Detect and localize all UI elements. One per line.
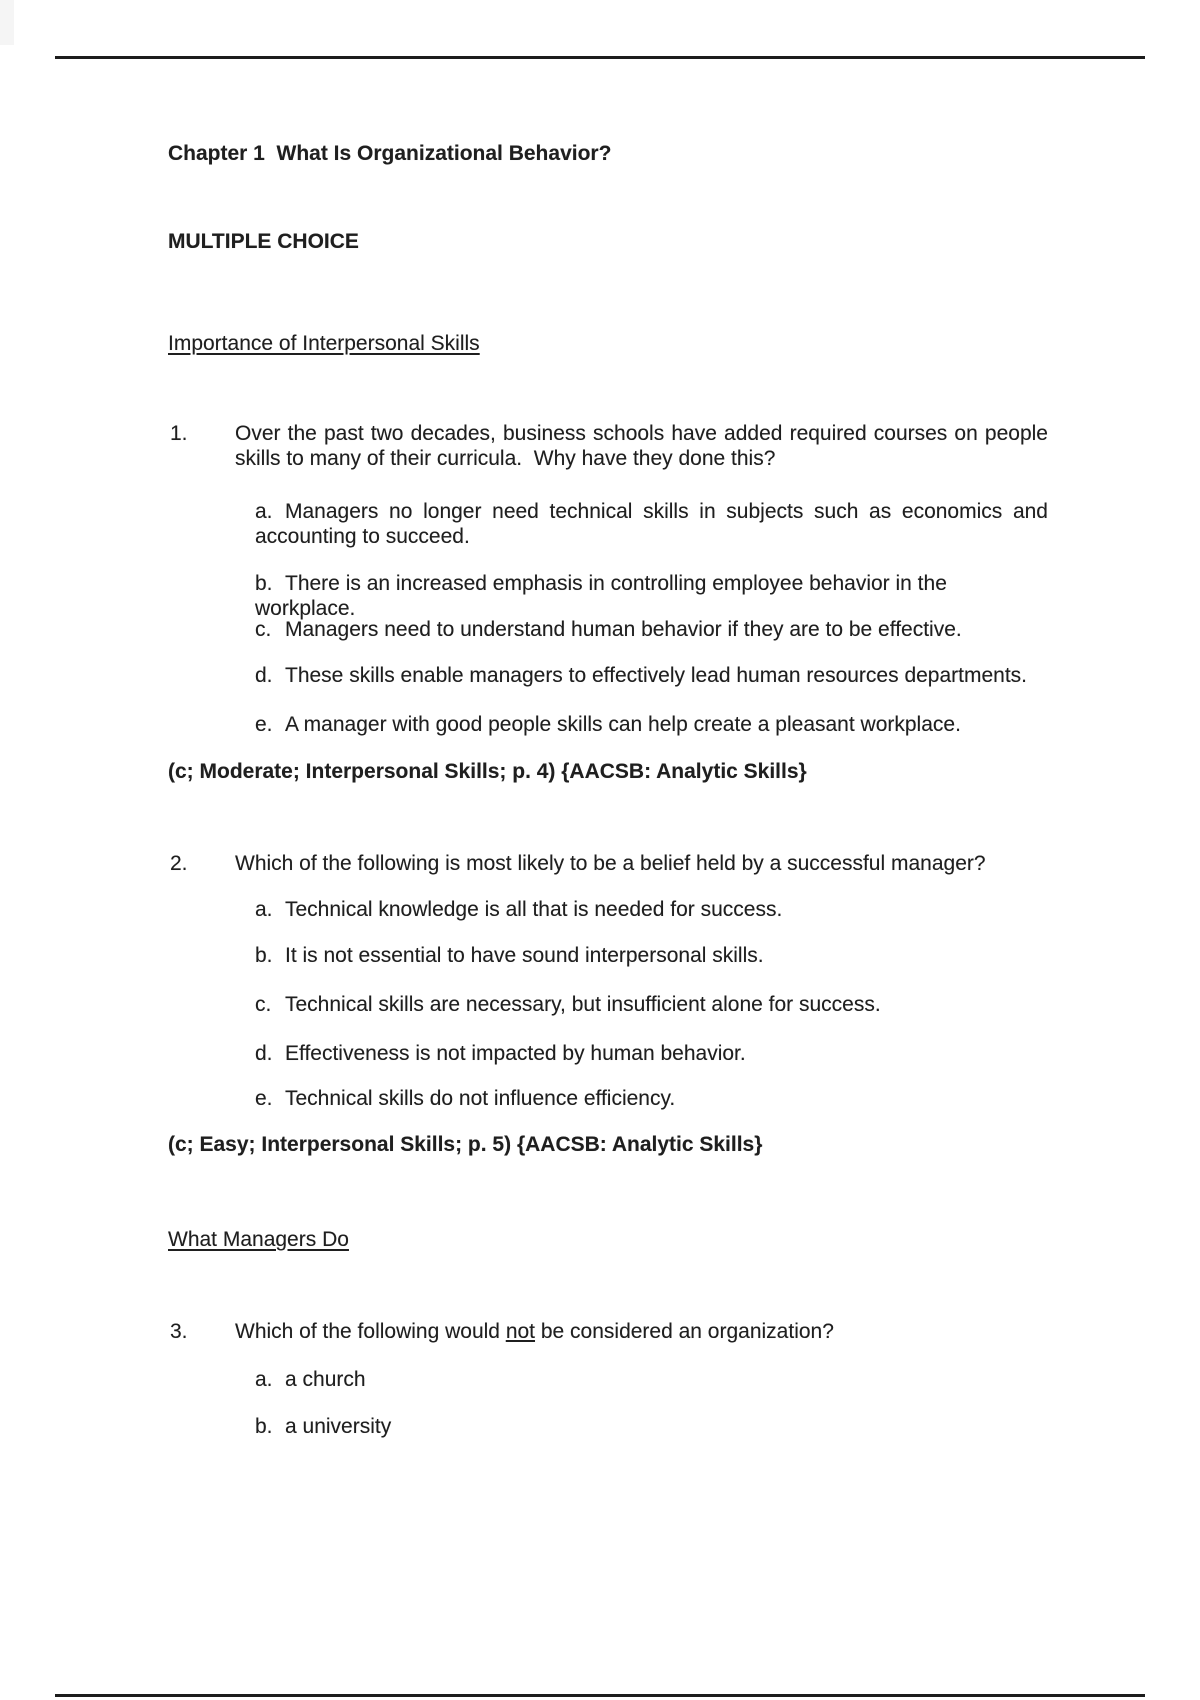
- question-2-answer-key: (c; Easy; Interpersonal Skills; p. 5) {AACSB: Analytic Skills}: [168, 1133, 763, 1156]
- option-letter: d.: [255, 664, 273, 687]
- page-content: [168, 0, 1048, 1700]
- option-letter: a.: [255, 898, 273, 921]
- option-letter: b.: [255, 1415, 273, 1438]
- option-letter: a.: [255, 500, 273, 523]
- option-text: Managers need to understand human behavior if they are to be effective.: [285, 618, 962, 641]
- option-text: Effectiveness is not impacted by human behavior.: [285, 1042, 746, 1065]
- topic-heading-what-managers-do: What Managers Do: [168, 1228, 349, 1251]
- question-3: [168, 1319, 1048, 1344]
- question-3-text-underlined: not: [505, 1320, 536, 1343]
- chapter-title: Chapter 1 What Is Organizational Behavior?: [168, 142, 612, 165]
- option-letter: b.: [255, 944, 273, 967]
- question-2: [168, 851, 1048, 876]
- question-1-text-line-1: Over the past two decades, business schools have added required courses on people: [235, 422, 1048, 445]
- question-1-option-c: [255, 617, 1048, 642]
- option-text: Technical skills do not influence efficiency.: [285, 1087, 676, 1110]
- option-text: It is not essential to have sound interpersonal skills.: [285, 944, 764, 967]
- bottom-rule: [55, 1694, 1145, 1697]
- question-3-text-before: Which of the following would: [235, 1320, 506, 1343]
- question-1-option-e: [255, 712, 1048, 737]
- question-3-text-after: be considered an organization?: [535, 1320, 834, 1343]
- question-1-option-a-line-2: accounting to succeed.: [255, 525, 470, 548]
- question-3-option-a: [255, 1367, 1048, 1392]
- option-letter: e.: [255, 713, 273, 736]
- question-3-number: 3.: [170, 1320, 188, 1343]
- scan-artifact: [0, 0, 14, 45]
- question-1-number: 1.: [170, 422, 188, 445]
- question-1-option-a-line-1: [255, 499, 1048, 524]
- option-letter: a.: [255, 1368, 273, 1391]
- question-2-option-d: [255, 1041, 1048, 1066]
- question-2-text: Which of the following is most likely to be a belief held by a successful manager?: [235, 852, 986, 875]
- question-2-option-b: [255, 943, 1048, 968]
- question-2-option-e: [255, 1086, 1048, 1111]
- question-1: [168, 421, 1048, 471]
- topic-heading-importance-of-interpersonal-skills: Importance of Interpersonal Skills: [168, 332, 480, 355]
- question-2-number: 2.: [170, 852, 188, 875]
- option-text: a church: [285, 1368, 366, 1391]
- option-text: Managers no longer need technical skills in subjects such as economics and: [285, 500, 1048, 523]
- option-letter: b.: [255, 572, 273, 595]
- option-text: Technical knowledge is all that is needed for success.: [285, 898, 783, 921]
- option-text: A manager with good people skills can help create a pleasant workplace.: [285, 713, 961, 736]
- question-1-text-line-2: skills to many of their curricula. Why have they done this?: [235, 447, 776, 470]
- option-text: Technical skills are necessary, but insufficient alone for success.: [285, 993, 881, 1016]
- option-letter: e.: [255, 1087, 273, 1110]
- question-3-option-b: [255, 1414, 1048, 1439]
- option-letter: d.: [255, 1042, 273, 1065]
- question-2-option-a: [255, 897, 1048, 922]
- option-text: These skills enable managers to effectively lead human resources departments.: [285, 664, 1028, 687]
- question-1-text: [235, 421, 1048, 471]
- option-text: There is an increased emphasis in controlling employee behavior in the workplace.: [255, 572, 947, 620]
- option-letter: c.: [255, 618, 272, 641]
- question-1-option-d: [255, 663, 1048, 688]
- question-2-option-c: [255, 992, 1048, 1017]
- section-heading: MULTIPLE CHOICE: [168, 230, 359, 253]
- question-3-text: [235, 1319, 1048, 1344]
- question-1-option-b: [255, 571, 1048, 621]
- option-letter: c.: [255, 993, 272, 1016]
- question-1-answer-key: (c; Moderate; Interpersonal Skills; p. 4) {AACSB: Analytic Skills}: [168, 760, 807, 783]
- question-1-option-a: [255, 499, 1048, 549]
- option-text: a university: [285, 1415, 392, 1438]
